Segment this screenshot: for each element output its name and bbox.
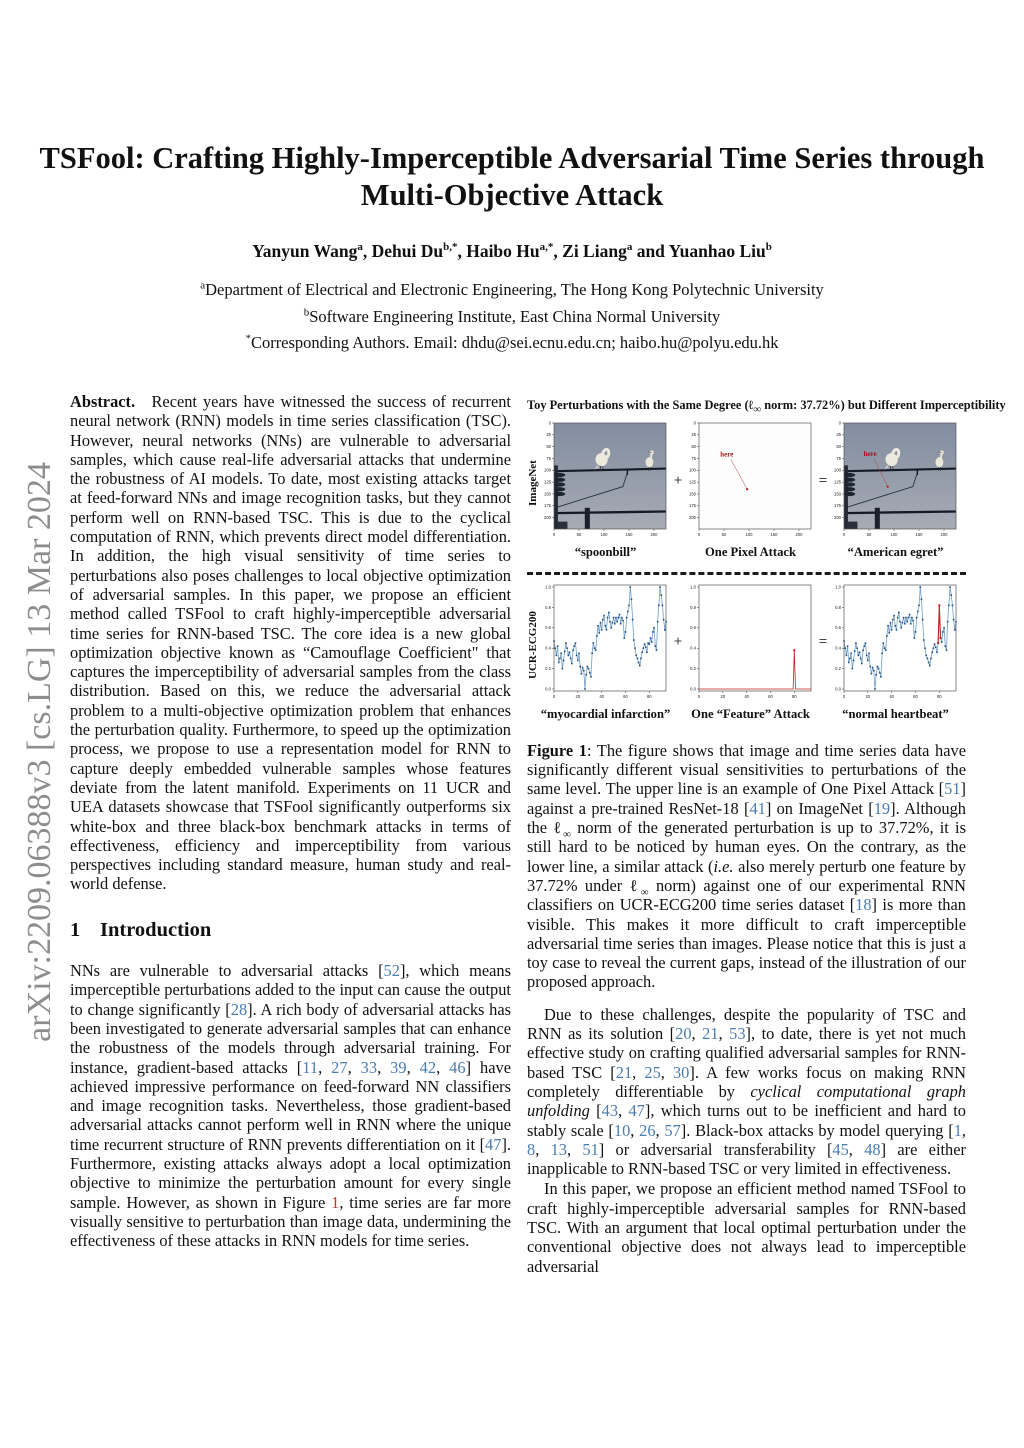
- svg-text:0.6: 0.6: [545, 624, 551, 630]
- citation-link[interactable]: 25: [644, 1062, 661, 1082]
- affiliation-1: $^a$Department of Electrical and Electronic Engineering, The Hong Kong Polytechnic University: [200, 279, 824, 299]
- figure-row-ecg200: [527, 582, 966, 724]
- svg-text:0.8: 0.8: [835, 604, 841, 610]
- svg-text:75: 75: [691, 456, 696, 462]
- one-pixel-attack-plot: [685, 420, 816, 542]
- citation-link[interactable]: 39: [390, 1057, 407, 1077]
- panel-one-feature-attack: [685, 582, 816, 724]
- svg-text:50: 50: [721, 532, 727, 538]
- superscript: a: [200, 279, 206, 292]
- svg-text:0: 0: [697, 532, 701, 538]
- figure-1-title: Toy Perturbations with the Same Degree (ℓ$_\infty$ norm: 37.72%) but Different Imperceptibility: [527, 398, 1006, 416]
- svg-text:200: 200: [795, 532, 803, 538]
- superscript: b: [765, 241, 772, 254]
- svg-text:0: 0: [842, 532, 846, 538]
- citation-link[interactable]: 8: [527, 1139, 536, 1159]
- svg-text:0.2: 0.2: [690, 665, 696, 671]
- citation-link[interactable]: 51: [944, 779, 961, 799]
- svg-text:50: 50: [866, 532, 872, 538]
- svg-text:25: 25: [546, 432, 551, 438]
- svg-text:125: 125: [544, 479, 551, 485]
- svg-text:60: 60: [768, 693, 773, 699]
- superscript: a: [626, 241, 633, 254]
- svg-text:175: 175: [544, 503, 551, 509]
- author-line: Yanyun Wang$^a$, Dehui $Du^{b,*}$, Haibo $Hu^{a,*}$, Zi Liang$^a$ and Yuanhao Liu$^b$: [252, 241, 772, 261]
- panel-one-pixel-attack: [685, 420, 816, 562]
- svg-text:0.6: 0.6: [690, 624, 696, 630]
- subscript: ∞: [753, 403, 762, 416]
- svg-text:0: 0: [693, 420, 696, 426]
- svg-text:0: 0: [842, 693, 846, 699]
- svg-text:0.0: 0.0: [545, 685, 551, 691]
- american-egret-image-plot: [830, 420, 961, 542]
- svg-text:0.4: 0.4: [690, 645, 696, 651]
- subscript: ∞: [640, 886, 649, 899]
- svg-text:0: 0: [552, 532, 556, 538]
- superscript: a,*: [539, 241, 554, 254]
- row-label-ucr-ecg200: UCR-ECG200: [526, 610, 539, 679]
- svg-text:0.2: 0.2: [545, 665, 551, 671]
- svg-text:80: 80: [646, 693, 652, 699]
- citation-link[interactable]: 10: [613, 1120, 631, 1140]
- svg-text:80: 80: [791, 693, 797, 699]
- svg-text:200: 200: [940, 532, 948, 538]
- svg-text:100: 100: [745, 532, 753, 538]
- citation-link[interactable]: 21: [615, 1062, 633, 1082]
- svg-text:125: 125: [689, 479, 696, 485]
- superscript: *: [245, 332, 251, 345]
- citation-link[interactable]: 33: [360, 1057, 378, 1077]
- bold-text: Abstract.: [70, 392, 136, 411]
- svg-text:40: 40: [744, 693, 749, 699]
- citation-link[interactable]: 13: [550, 1139, 567, 1159]
- panel-caption: “American egret”: [847, 545, 944, 560]
- svg-text:0: 0: [548, 420, 551, 426]
- plus-operator: +: [673, 633, 683, 650]
- citation-link[interactable]: 52: [383, 961, 400, 981]
- superscript: b: [303, 306, 310, 319]
- svg-text:0: 0: [552, 693, 556, 699]
- svg-text:150: 150: [625, 532, 633, 538]
- citation-link[interactable]: 51: [582, 1139, 599, 1159]
- section-title: Introduction: [100, 918, 212, 941]
- svg-text:0.6: 0.6: [835, 624, 841, 630]
- citation-link[interactable]: 21: [702, 1024, 719, 1044]
- svg-text:25: 25: [691, 432, 696, 438]
- svg-text:40: 40: [599, 693, 604, 699]
- dashed-separator: [527, 572, 966, 575]
- svg-text:80: 80: [936, 693, 942, 699]
- bird-photo: [843, 423, 956, 529]
- arxiv-sidebar-banner: arXiv:2209.06388v3 [cs.LG] 13 Mar 2024: [21, 462, 58, 1042]
- citation-link[interactable]: 19: [873, 798, 891, 818]
- svg-text:60: 60: [913, 693, 918, 699]
- svg-text:20: 20: [720, 693, 726, 699]
- intro-paragraph-1: NNs are vulnerable to adversarial attacks [52], which means imperceptible perturbations added to the input can cause the output to change significantly [28]. A rich body of adversarial attacks has been investigated to generate adversarial samples that can enhance the robustness of the models through adversarial training. For instance, gradient-based attacks [11, 27, 33, 39, 42, 46] have achieved impressive performance on feed-forward NN classifiers and image recognition tasks. Nevertheless, those gradient-based adversarial attacks cannot perform well in RNN where the unique time recurrent structure of RNN prevents differentiation on it [47]. Furthermore, existing attacks always adopt a local optimization objective to minimize the perturbation amount for every single sample. However, as shown in Figure 1, time series are far more visually sensitive to perturbation than image data, undermining the effectiveness of these attacks in RNN models for time series.: [70, 961, 511, 1251]
- italic-text: i.e.: [713, 856, 734, 876]
- affiliation-2: $^b$Software Engineering Institute, East China Normal University: [303, 306, 721, 326]
- figure-row-imagenet: [527, 420, 966, 562]
- svg-text:200: 200: [834, 515, 841, 521]
- italic-text: cyclical computational graph unfolding: [527, 1081, 966, 1121]
- plus-operator: +: [673, 472, 683, 489]
- panel-caption: One “Feature” Attack: [691, 706, 810, 721]
- svg-text:0.2: 0.2: [835, 665, 841, 671]
- citation-link[interactable]: 47: [628, 1101, 645, 1121]
- here-annotation: here: [863, 450, 877, 459]
- svg-text:150: 150: [915, 532, 923, 538]
- svg-text:150: 150: [834, 491, 841, 497]
- citation-link[interactable]: 48: [864, 1139, 881, 1159]
- citation-link[interactable]: 28: [230, 999, 248, 1019]
- svg-text:50: 50: [576, 532, 582, 538]
- citation-link[interactable]: 47: [485, 1134, 502, 1154]
- superscript: a: [357, 241, 363, 254]
- svg-text:175: 175: [834, 503, 841, 509]
- svg-text:200: 200: [689, 515, 696, 521]
- svg-text:25: 25: [836, 432, 841, 438]
- section-1-heading: [70, 918, 511, 941]
- abstract: Abstract. Recent years have witnessed the success of recurrent neural network (RNN) models in time series classification (TSC). However, neural networks (NNs) are vulnerable to adversarial samples, which cause real-life adversarial attacks that undermine the robustness of AI models. To date, most existing attacks target at feed-forward NNs and image recognition tasks, but they cannot perform well on RNN-based TSC. This is due to the cyclical computation of RNN, which prevents direct model differentiation. In addition, the high visual sensitivity of time series to perturbations also poses challenges to local objective optimization of adversarial samples. In this paper, we propose an efficient method called TSFool to craft highly-imperceptible adversarial time series for RNN-based TSC. The core idea is a new global optimization objective known as “Camouflage Coefficient" that captures the imperceptibility of adversarial samples from the class distribution. Based on this, we reduce the adversarial attack problem to a multi-objective optimization problem that enhances the perturbation quality. Furthermore, to speed up the optimization process, we propose to use a representation model for RNN to capture deeply embedded vulnerable samples whose features deviate from the latent manifold. Experiments on 11 UCR and UEA datasets showcase that TSFool significantly outperforms six white-box and three black-box benchmark attacks in terms of effectiveness, efficiency and imperceptibility from various perspectives including standard measure, human study and real-world defense.: [70, 392, 511, 894]
- section-number: 1: [70, 918, 81, 941]
- svg-text:0.0: 0.0: [690, 685, 696, 691]
- svg-text:100: 100: [689, 468, 696, 474]
- citation-link[interactable]: 26: [639, 1120, 656, 1140]
- citation-link[interactable]: 20: [675, 1024, 692, 1044]
- svg-text:200: 200: [650, 532, 658, 538]
- svg-text:150: 150: [770, 532, 778, 538]
- right-column: [526, 392, 1006, 1276]
- citation-link[interactable]: 57: [664, 1120, 681, 1140]
- citation-link[interactable]: 1: [953, 1120, 962, 1140]
- spoonbill-image-plot: [540, 420, 671, 542]
- svg-text:150: 150: [689, 491, 696, 497]
- svg-text:20: 20: [865, 693, 871, 699]
- svg-text:175: 175: [689, 503, 696, 509]
- svg-text:1.0: 1.0: [835, 583, 841, 589]
- svg-text:50: 50: [546, 444, 551, 450]
- citation-link[interactable]: 30: [672, 1062, 690, 1082]
- citation-link[interactable]: 53: [729, 1024, 746, 1044]
- citation-link[interactable]: 45: [832, 1139, 849, 1159]
- citation-link[interactable]: 46: [449, 1057, 466, 1077]
- normal-heartbeat-plot: [830, 582, 961, 704]
- citation-link[interactable]: 11: [302, 1057, 319, 1077]
- svg-text:100: 100: [834, 468, 841, 474]
- svg-text:0.4: 0.4: [545, 645, 551, 651]
- figure-1-caption: Figure 1: The figure shows that image and time series data have significantly different visual sensitivities to perturbations of the same level. The upper line is an example of One Pixel Attack [51] against a pre-trained ResNet-18 [41] on ImageNet [19]. Although the ℓ$_\infty$ norm of the generated perturbation is up to 37.72%, it is still hard to be noticed by human eyes. On the contrary, as the lower line, a similar attack (i.e. also merely perturb one feature by 37.72% under ℓ$_\infty$ norm) against one of our experimental RNN classifiers on UCR-ECG200 time series dataset [18] is more than visible. This makes it more difficult to craft imperceptible adversarial time series than images. Please notice that this is just a toy case to reveal the current gaps, instead of the illustration of our proposed approach.: [527, 740, 967, 992]
- svg-text:150: 150: [544, 491, 551, 497]
- right-paragraph-1: Due to these challenges, despite the popularity of TSC and RNN as its solution [20, 21, 53], to date, there is yet not much effective study on crafting qualified adversarial samples for RNN-based TSC [21, 25, 30]. A few works focus on making RNN completely differentiable by cyclical computational graph unfolding [43, 47], which turns out to be inefficient and hard to stably scale [10, 26, 57]. Black-box attacks by model querying [1, 8, 13, 51] or adversarial transferability [45, 48] are either inapplicable to RNN-based TSC or very limited in effectiveness.: [527, 1004, 966, 1179]
- svg-text:100: 100: [600, 532, 608, 538]
- panel-caption: “spoonbill”: [574, 545, 637, 560]
- svg-text:60: 60: [623, 693, 628, 699]
- superscript: b,*: [443, 241, 458, 254]
- panel-american-egret: [830, 420, 961, 562]
- svg-text:1.0: 1.0: [690, 583, 696, 589]
- svg-text:0: 0: [838, 420, 841, 426]
- panel-spoonbill: [540, 420, 671, 562]
- svg-text:0.4: 0.4: [835, 645, 841, 651]
- citation-link[interactable]: 18: [855, 895, 872, 915]
- equals-operator: =: [818, 472, 828, 489]
- citation-link[interactable]: 27: [331, 1057, 348, 1077]
- bold-text: Figure 1: [527, 740, 587, 760]
- panel-caption: One Pixel Attack: [705, 545, 796, 560]
- svg-text:50: 50: [836, 444, 841, 450]
- svg-text:1.0: 1.0: [545, 583, 551, 589]
- equals-operator: =: [818, 633, 828, 650]
- right-paragraph-2: In this paper, we propose an efficient method named TSFool to craft highly-imperceptible adversarial samples for RNN-based TSC. With an argument that local optimal perturbation under the conventional objective does not always lead to imperceptible adversarial: [527, 1179, 966, 1276]
- svg-text:200: 200: [544, 515, 551, 521]
- myocardial-infarction-plot: [540, 582, 671, 704]
- svg-text:0.0: 0.0: [835, 685, 841, 691]
- svg-text:0.8: 0.8: [545, 604, 551, 610]
- svg-text:50: 50: [691, 444, 696, 450]
- row-label-imagenet: ImageNet: [526, 460, 539, 507]
- svg-text:0.8: 0.8: [690, 604, 696, 610]
- bird-photo: [553, 423, 666, 529]
- one-feature-attack-plot: [685, 582, 816, 704]
- svg-text:75: 75: [546, 456, 551, 462]
- figure-ref-link[interactable]: 1: [331, 1192, 340, 1212]
- panel-caption: “normal heartbeat”: [842, 706, 949, 721]
- svg-text:0: 0: [697, 693, 701, 699]
- svg-text:75: 75: [836, 456, 841, 462]
- citation-link[interactable]: 41: [749, 798, 766, 818]
- panel-myocardial-infarction: [540, 582, 671, 724]
- left-column: [70, 392, 511, 1250]
- citation-link[interactable]: 43: [601, 1101, 619, 1121]
- corresponding-authors: *Corresponding Authors. Email: dhdu@sei.ecnu.edu.cn; haibo.hu@polyu.edu.hk: [245, 332, 779, 352]
- citation-link[interactable]: 42: [419, 1057, 437, 1077]
- panel-caption: “myocardial infarction”: [540, 706, 671, 721]
- svg-text:40: 40: [889, 693, 894, 699]
- paper-title: TSFool: Crafting Highly-Imperceptible Adversarial Time Series through Multi-Objective Attack: [39, 141, 985, 212]
- subscript: ∞: [563, 828, 572, 841]
- here-annotation: here: [720, 450, 734, 459]
- svg-text:100: 100: [544, 468, 551, 474]
- svg-text:125: 125: [834, 479, 841, 485]
- svg-text:100: 100: [890, 532, 898, 538]
- figure-1: [526, 396, 1006, 724]
- panel-normal-heartbeat: [830, 582, 961, 724]
- svg-text:20: 20: [575, 693, 581, 699]
